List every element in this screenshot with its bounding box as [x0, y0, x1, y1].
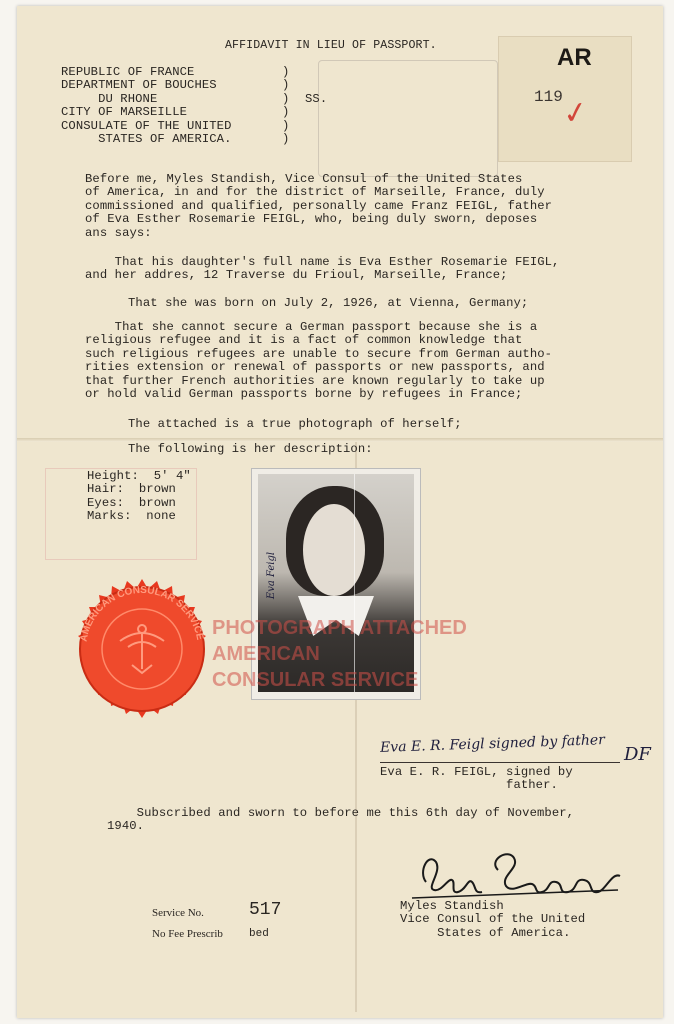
red-check-mark-icon: ✓ — [560, 94, 591, 133]
corner-number: 119 — [534, 88, 563, 106]
service-number-label: Service No. — [152, 907, 204, 919]
signed-by-label: Eva E. R. FEIGL, signed by father. — [380, 765, 573, 793]
affidavit-name-address: That his daughter's full name is Eva Esther Rosemarie FEIGL, and her addres, 12 Traverse du Frioul, Marseille, France; — [85, 255, 560, 283]
faded-stamp — [318, 60, 498, 177]
handwritten-initials: DF — [624, 744, 651, 765]
portrait-face — [303, 504, 365, 596]
sworn-statement: Subscribed and sworn to before me this 6th day of November, 1940. — [107, 806, 575, 834]
venue-brackets: ) ) ) ) ) ) — [282, 65, 290, 147]
seal-text: AMERICAN CONSULAR SERVICE — [78, 584, 206, 643]
photo-attached-stamp: PHOTOGRAPH ATTACHED AMERICAN CONSULAR SERVICE — [212, 617, 467, 691]
no-fee-label-typed: bed — [249, 928, 269, 940]
affidavit-birth: That she was born on July 2, 1926, at Vienna, Germany; — [128, 296, 529, 310]
document-title: AFFIDAVIT IN LIEU OF PASSPORT. — [225, 39, 437, 52]
affidavit-description-heading: The following is her description: — [128, 442, 373, 456]
venue-block: REPUBLIC OF FRANCE DEPARTMENT OF BOUCHES DU RHONE CITY OF MARSEILLE CONSULATE OF THE UNITED STATES OF AMERICA. — [61, 65, 232, 147]
signature-line — [380, 762, 620, 763]
service-number: 517 — [249, 900, 282, 920]
consul-handwritten-signature — [408, 842, 628, 904]
father-handwritten-signature: Eva E. R. Feigl signed by father — [379, 732, 606, 756]
affidavit-intro: Before me, Myles Standish, Vice Consul of the United States of America, in and for the district of Marseille, France, duly commissioned and qualified, personally came Franz FEIGL, father of Eva Esther Rosemarie FEIGL, who, being duly sworn, deposes ans says: — [85, 172, 553, 240]
affidavit-refugee-statement: That she cannot secure a German passport because she is a religious refugee and it is a fact of common knowledge that such religious refugees are unable to secure from German autho- rities extension or renewal of passports or new passports, and that further French authorities are known regularly to take up or hold valid German passports borne by refugees in France; — [85, 320, 553, 402]
consular-seal — [62, 577, 222, 737]
corner-code: AR — [557, 44, 592, 71]
physical-description: Height: 5' 4" Hair: brown Eyes: brown Marks: none — [87, 469, 191, 524]
no-fee-label: No Fee Prescrib — [152, 928, 223, 940]
consul-name-block: Myles Standish Vice Consul of the United States of America. — [400, 899, 586, 940]
photo-signature: Eva Feigl — [266, 551, 278, 600]
affidavit-photo-statement: The attached is a true photograph of herself; — [128, 417, 462, 431]
ss-label: SS. — [305, 92, 328, 106]
